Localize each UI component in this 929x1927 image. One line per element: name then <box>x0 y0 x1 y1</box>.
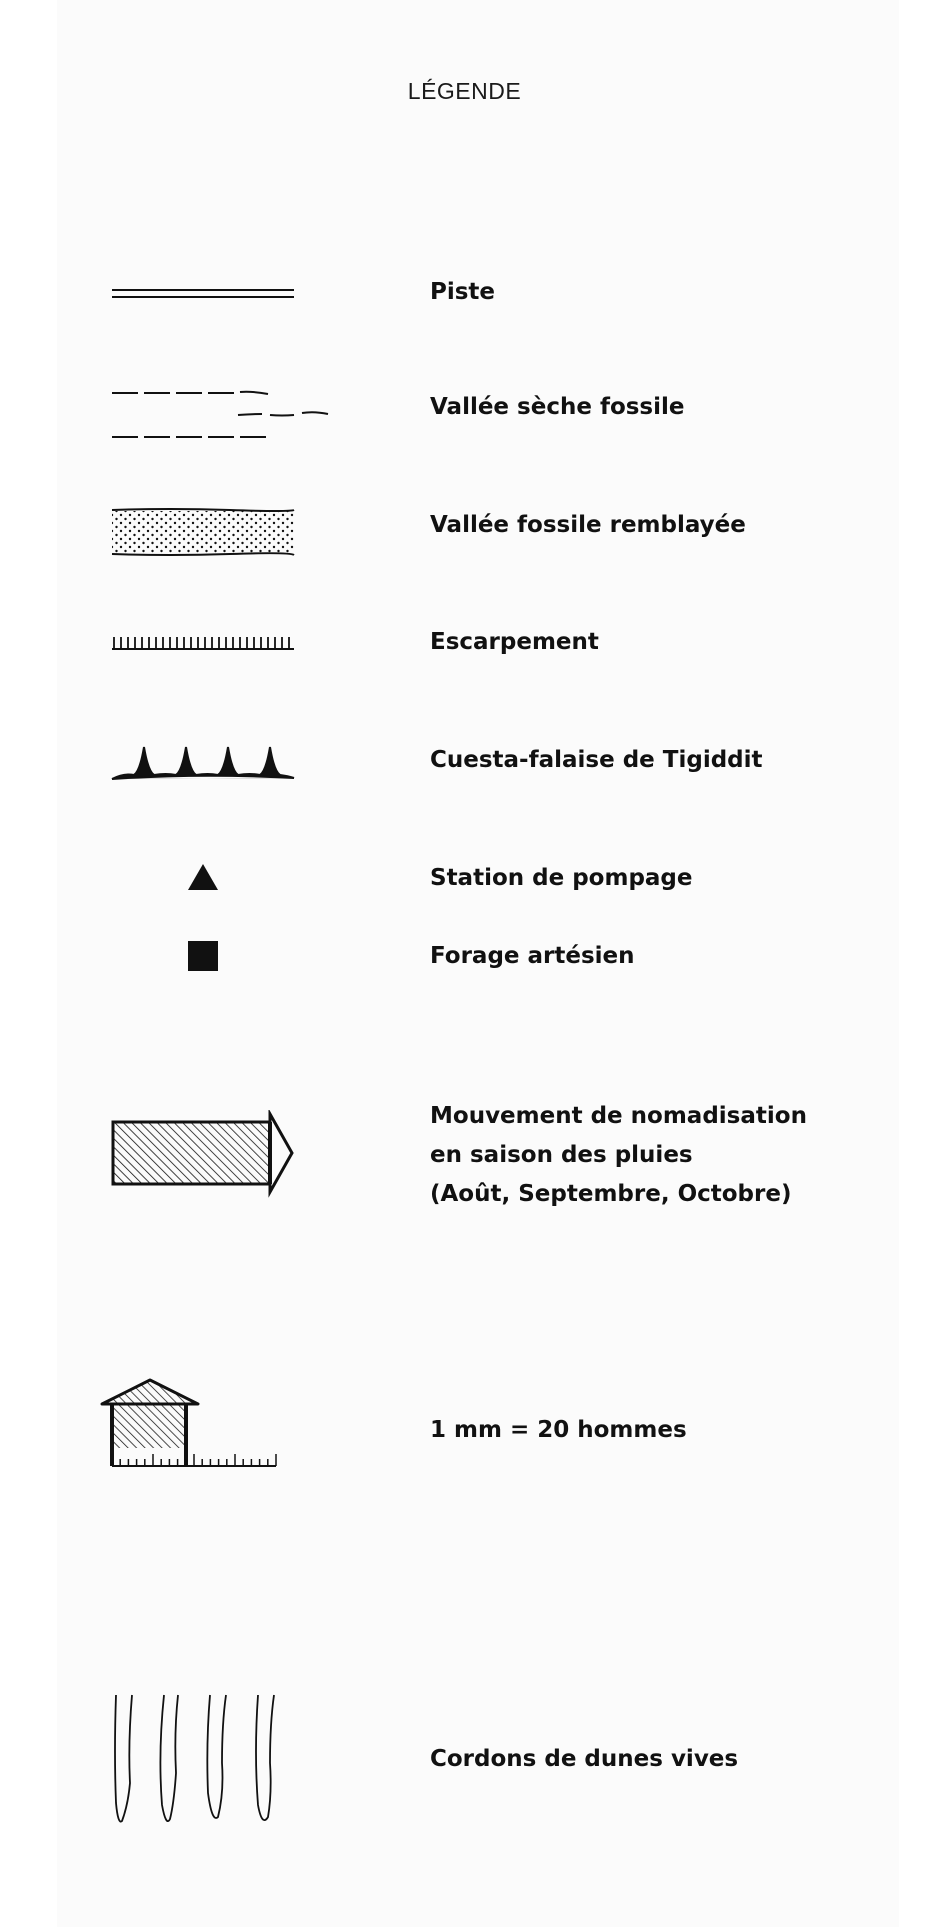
legend-label-nomadisation-2: en saison des pluies <box>430 1142 693 1168</box>
hut-scale-icon <box>100 1378 280 1478</box>
legend-label-scale: 1 mm = 20 hommes <box>430 1417 687 1443</box>
piste-symbol-icon <box>110 286 296 302</box>
legend-label-escarpment: Escarpement <box>430 629 599 655</box>
legend-label-cuesta: Cuesta-falaise de Tigiddit <box>430 747 763 773</box>
legend-label-pumping-station: Station de pompage <box>430 865 693 891</box>
legend-label-piste: Piste <box>430 279 496 305</box>
dune-cords-icon <box>108 1693 288 1827</box>
hatched-arrow-icon <box>110 1110 296 1198</box>
cuesta-symbol-icon <box>110 743 296 783</box>
square-icon <box>188 941 218 971</box>
escarpment-symbol-icon <box>110 631 296 653</box>
triangle-icon <box>186 862 220 892</box>
legend-label-nomadisation-3: (Août, Septembre, Octobre) <box>430 1181 792 1207</box>
legend-label-filled-valley: Vallée fossile remblayée <box>430 512 746 538</box>
legend-label-nomadisation-1: Mouvement de nomadisation <box>430 1103 807 1129</box>
dry-valley-symbol-icon <box>110 385 335 445</box>
filled-valley-symbol-icon <box>110 505 296 561</box>
legend-label-dunes: Cordons de dunes vives <box>430 1746 739 1772</box>
legend-label-dry-valley: Vallée sèche fossile <box>430 394 685 420</box>
legend-title: LÉGENDE <box>407 78 522 104</box>
legend-label-artesian-well: Forage artésien <box>430 943 635 969</box>
